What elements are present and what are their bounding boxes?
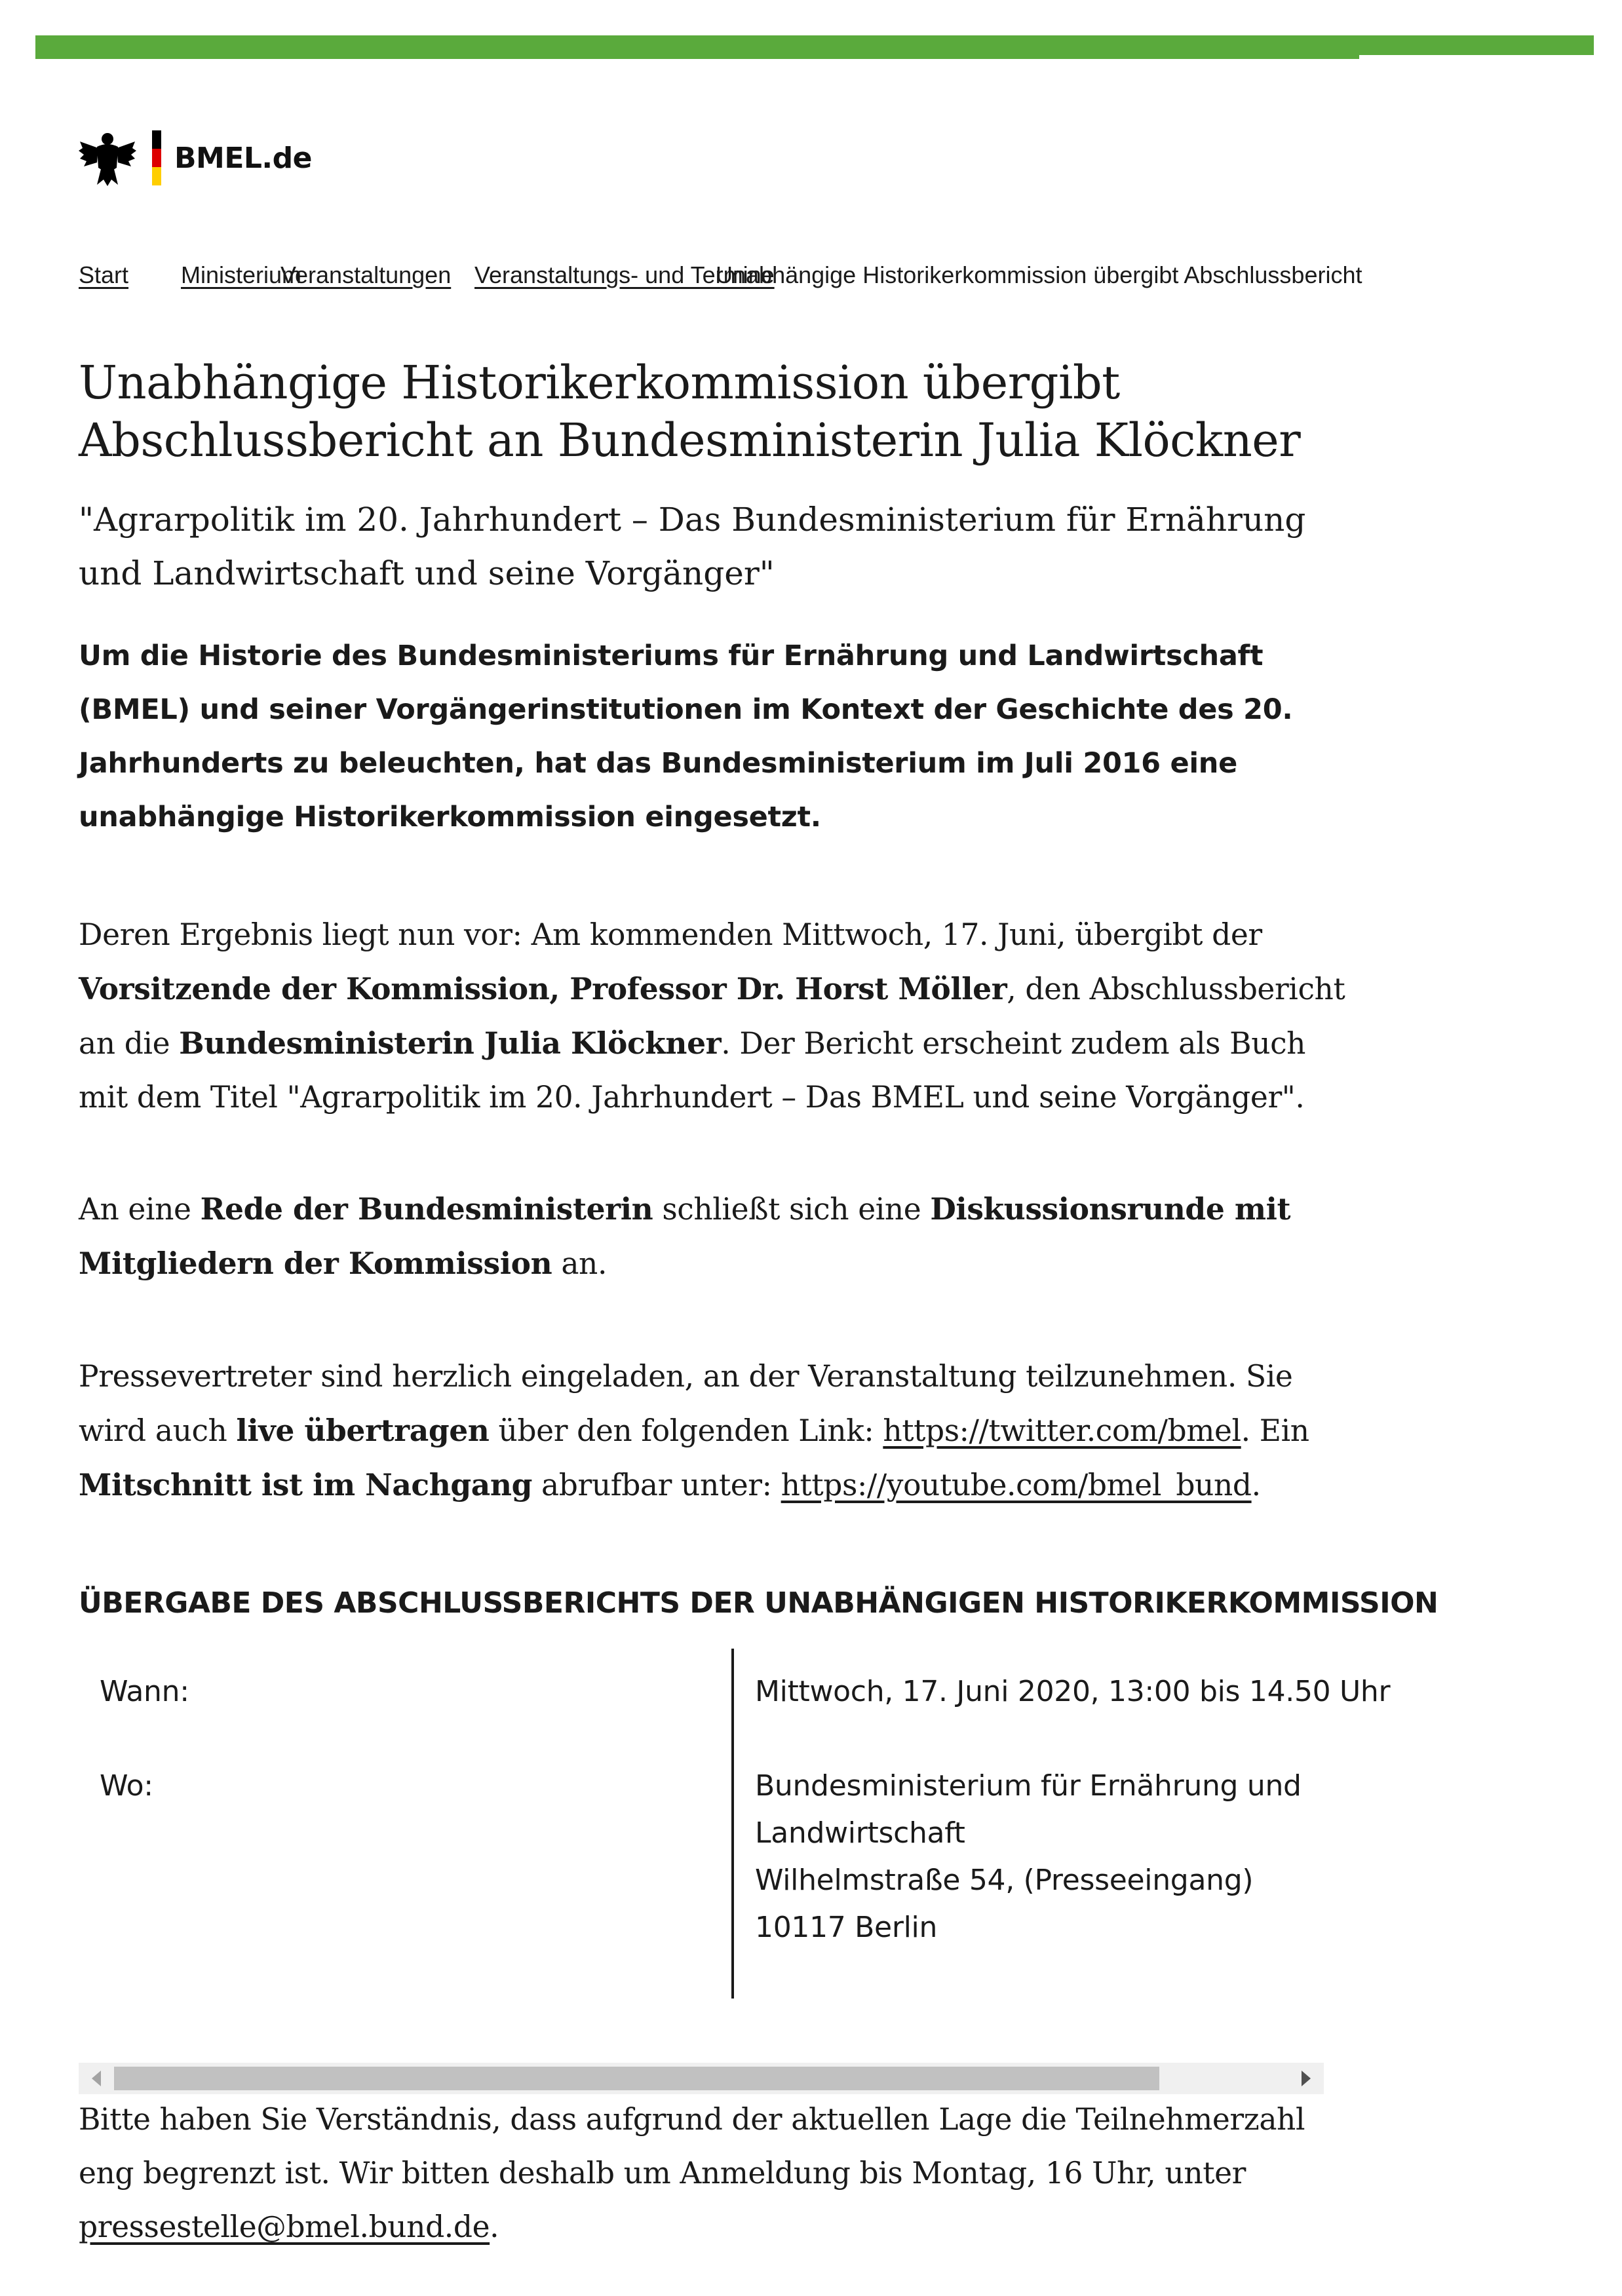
table-label-where: Wo: bbox=[100, 1769, 153, 1803]
youtube-link[interactable]: https://youtube.com/bmel_bund bbox=[781, 1468, 1252, 1502]
paragraph-result: Deren Ergebnis liegt nun vor: Am kommenden Mittwoch, 17. Juni, übergibt der Vorsitzende der Kommission, Professor Dr. Horst Möller, den Abschlussbericht an die Bundesministerin Julia Klöckner. Der Bericht erscheint zudem als Buch mit dem Titel "Agrarpolitik im 20. Jahrhundert – Das BMEL und seine Vorgänger". bbox=[79, 917, 1345, 1115]
breadcrumb-item-veranstaltungen[interactable]: Veranstaltungen bbox=[280, 261, 452, 288]
breadcrumb-item-current: Unabhängige Historikerkommission übergibt Abschlussbericht bbox=[716, 261, 1362, 288]
paragraph-press: Pressevertreter sind herzlich eingeladen, an der Veranstaltung teilzunehmen. Sie wird auch live übertragen über den folgenden Link: https://twitter.com/bmel. Ein Mitschnitt ist im Nachgang abrufbar unter: https://youtube.com/bmel_bund. bbox=[79, 1359, 1309, 1502]
twitter-link[interactable]: https://twitter.com/bmel bbox=[883, 1413, 1241, 1448]
table-value-where-line-1: Bundesministerium für Ernährung und bbox=[755, 1769, 1302, 1803]
german-flag-bar bbox=[152, 130, 161, 185]
scroll-left-arrow-icon[interactable] bbox=[92, 2071, 101, 2086]
table-value-where-line-4: 10117 Berlin bbox=[755, 1911, 938, 1944]
event-table[interactable] bbox=[79, 1649, 1391, 1999]
table-value-when: Mittwoch, 17. Juni 2020, 13:00 bis 14.50 Uhr bbox=[755, 1675, 1391, 1708]
table-label-when: Wann: bbox=[100, 1675, 189, 1708]
scrollbar-thumb[interactable] bbox=[114, 2067, 1159, 2090]
paragraph-speech: An eine Rede der Bundesministerin schließt sich eine Diskussionsrunde mit Mitgliedern der Kommission an. bbox=[79, 1191, 1291, 1281]
paragraph-registration: Bitte haben Sie Verständnis, dass aufgrund der aktuellen Lage die Teilnehmerzahl eng begrenzt ist. Wir bitten deshalb um Anmeldung bis Montag, 16 Uhr, unter pressestelle@bmel.bund.de. bbox=[79, 2102, 1305, 2244]
event-table-caption: ÜBERGABE DES ABSCHLUSSBERICHTS DER UNABHÄNGIGEN HISTORIKERKOMMISSION bbox=[79, 1586, 1439, 1620]
breadcrumb-item-termine[interactable]: Veranstaltungs- und Termine bbox=[474, 261, 775, 288]
federal-eagle-icon bbox=[77, 128, 138, 187]
press-email-link[interactable]: pressestelle@bmel.bund.de bbox=[79, 2210, 490, 2244]
page-title: Unabhängige Historikerkommission übergibt Abschlussbericht an Bundesministerin Julia Klöckner bbox=[79, 356, 1301, 467]
table-value-where-line-2: Landwirtschaft bbox=[755, 1816, 965, 1850]
scroll-right-arrow-icon[interactable] bbox=[1302, 2071, 1311, 2086]
table-horizontal-scrollbar[interactable] bbox=[79, 2063, 1324, 2094]
breadcrumb-item-ministerium[interactable]: Ministerium bbox=[181, 261, 302, 288]
page-subtitle: "Agrarpolitik im 20. Jahrhundert – Das Bundesministerium für Ernährung und Landwirtschaft und seine Vorgänger" bbox=[79, 501, 1306, 592]
lead-paragraph: Um die Historie des Bundesministeriums für Ernährung und Landwirtschaft (BMEL) und seiner Vorgängerinstitutionen im Kontext der Geschichte des 20. Jahrhunderts zu beleuchten, hat das Bundesministerium im Juli 2016 eine unabhängige Historikerkommission eingesetzt. bbox=[79, 640, 1293, 833]
table-value-where-line-3: Wilhelmstraße 54, (Presseeingang) bbox=[755, 1864, 1254, 1897]
top-accent-bar bbox=[35, 35, 1594, 55]
reading-progress-bar bbox=[35, 55, 1359, 59]
site-logo[interactable] bbox=[77, 128, 312, 187]
breadcrumb bbox=[79, 257, 1362, 294]
table-column-divider bbox=[731, 1649, 734, 1999]
breadcrumb-item-start[interactable]: Start bbox=[79, 261, 129, 288]
logo-text: BMEL.de bbox=[174, 141, 312, 175]
